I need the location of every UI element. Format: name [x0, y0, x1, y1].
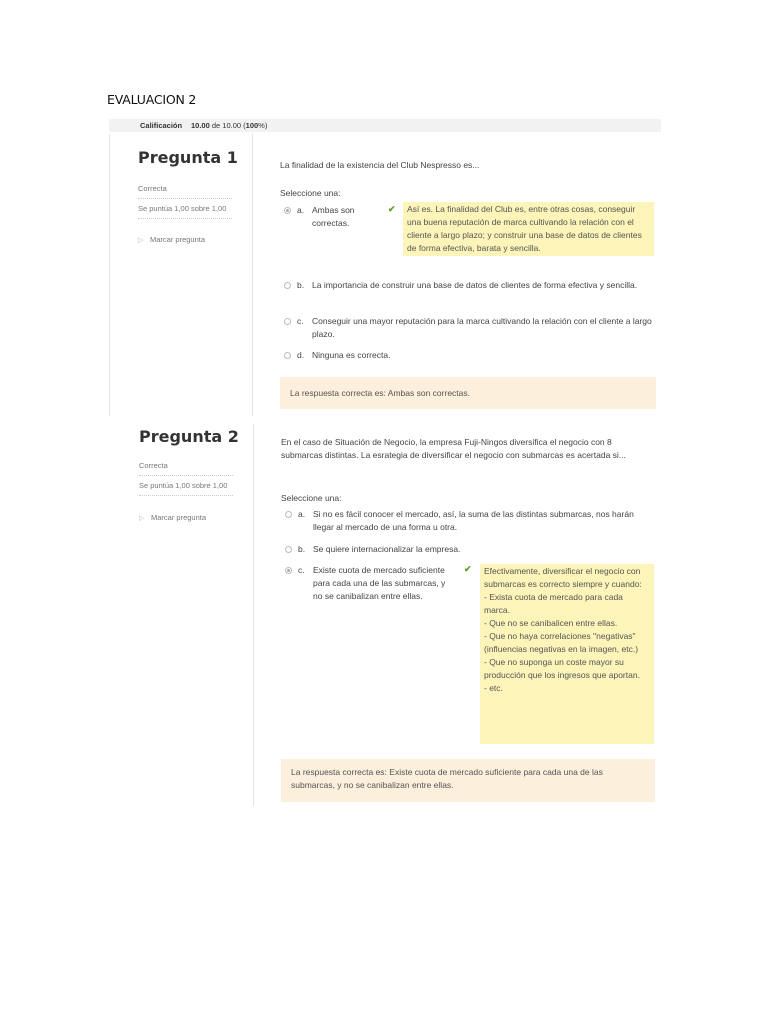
- radio-button[interactable]: [285, 511, 292, 518]
- question-1-feedback: Así es. La finalidad del Club es, entre otras cosas, conseguir una buena reputación de marca cultivando la relación con el cliente a largo plazo; y construir una base de datos de clientes de forma efectiva, barata y sencilla.: [403, 202, 654, 256]
- radio-button[interactable]: [284, 318, 291, 325]
- question-2: Pregunta 2 Correcta Se puntúa 1,00 sobre 1,00 ▷ Marcar pregunta En el caso de Situación de Negocio, la empresa Fuji-Ningos diversifica el negocio con 8 submarcas distintas. La esrategia de diversificar el negocio con submarcas es acertada si... Seleccione una: a. Si no es fácil conocer el mercado, así, la suma de las distintas submarcas, nos harán llegar al mercado de una forma u otra. b. Se quiere internacionalizar la empresa. c. Existe cuota de mercado suficiente para cada una de las submarcas, y no se canibalizan entre ellas. ✔ Efectivamente, diversificar el negocio con submarcas es correcto siempre y cuando: - Exista cuota de mercado para cada marca. - Que no se canibalicen entre ellas. - Que no haya correlaciones "negativas" (influencias negativas en la imagen, etc.) - Que no suponga un coste mayor su producción que los ingresos que aportan. - etc. La respuesta correcta es: Existe cuota de mercado suficiente para cada una de las submarcas, y no se canibalizan entre ellas.: [111, 424, 661, 806]
- correct-check-icon: ✔: [388, 204, 396, 214]
- radio-button[interactable]: [284, 207, 291, 214]
- question-1-right-answer: La respuesta correcta es: Ambas son correctas.: [280, 377, 656, 409]
- question-2-info: [111, 424, 254, 806]
- question-1-title: Pregunta 1: [138, 148, 238, 167]
- question-1-prompt: Seleccione una:: [280, 188, 341, 198]
- grade-summary: [109, 119, 661, 132]
- radio-button[interactable]: [284, 352, 291, 359]
- question-1-flag-button[interactable]: ▷ Marcar pregunta: [138, 235, 206, 244]
- question-2-flag-button[interactable]: ▷ Marcar pregunta: [139, 513, 207, 522]
- question-2-right-answer: La respuesta correcta es: Existe cuota de mercado suficiente para cada una de las submarcas, y no se canibalizan entre ellas.: [281, 759, 655, 802]
- question-2-prompt: Seleccione una:: [281, 493, 342, 503]
- flag-icon: ▷: [139, 515, 145, 522]
- question-2-grade: Se puntúa 1,00 sobre 1,00: [139, 481, 233, 496]
- grade-value: 10.00 de 10.00 (100%): [191, 121, 268, 130]
- radio-button[interactable]: [285, 567, 292, 574]
- grade-label: Calificación: [140, 121, 183, 130]
- question-1-state: Correcta: [138, 184, 232, 199]
- question-1: Pregunta 1 Correcta Se puntúa 1,00 sobre 1,00 ▷ Marcar pregunta La finalidad de la existencia del Club Nespresso es... Seleccione una: a. Ambas son correctas. ✔ Así es. La finalidad del Club es, entre otras cosas, conseguir una buena reputación de marca cultivando la relación con el cliente a largo plazo; y construir una base de datos de clientes de forma efectiva, barata y sencilla. b. La importancia de construir una base de datos de clientes de forma efectiva y sencilla. c. Conseguir una mayor reputación para la marca cultivando la relación con el cliente a largo plazo. d. Ninguna es correcta. La respuesta correcta es: Ambas son correctas.: [109, 134, 662, 416]
- document-title: EVALUACION 2: [107, 92, 197, 107]
- question-1-info: [110, 134, 253, 416]
- question-1-grade: Se puntúa 1,00 sobre 1,00: [138, 204, 232, 219]
- radio-button[interactable]: [285, 546, 292, 553]
- question-2-feedback: Efectivamente, diversificar el negocio con submarcas es correcto siempre y cuando: - Exista cuota de mercado para cada marca. - Que no se canibalicen entre ellas. - Que no haya correlaciones "negativas" (influencias negativas en la imagen, etc.) - Que no suponga un coste mayor su producción que los ingresos que aportan. - etc.: [480, 564, 654, 744]
- radio-button[interactable]: [284, 282, 291, 289]
- flag-icon: ▷: [138, 237, 144, 244]
- question-2-title: Pregunta 2: [139, 427, 239, 446]
- correct-check-icon: ✔: [464, 564, 472, 574]
- question-1-text: La finalidad de la existencia del Club Nespresso es...: [280, 160, 480, 170]
- question-2-text: En el caso de Situación de Negocio, la empresa Fuji-Ningos diversifica el negocio con 8 submarcas distintas. La esrategia de diversificar el negocio con submarcas es acertada si...: [281, 437, 626, 460]
- question-2-state: Correcta: [139, 461, 233, 476]
